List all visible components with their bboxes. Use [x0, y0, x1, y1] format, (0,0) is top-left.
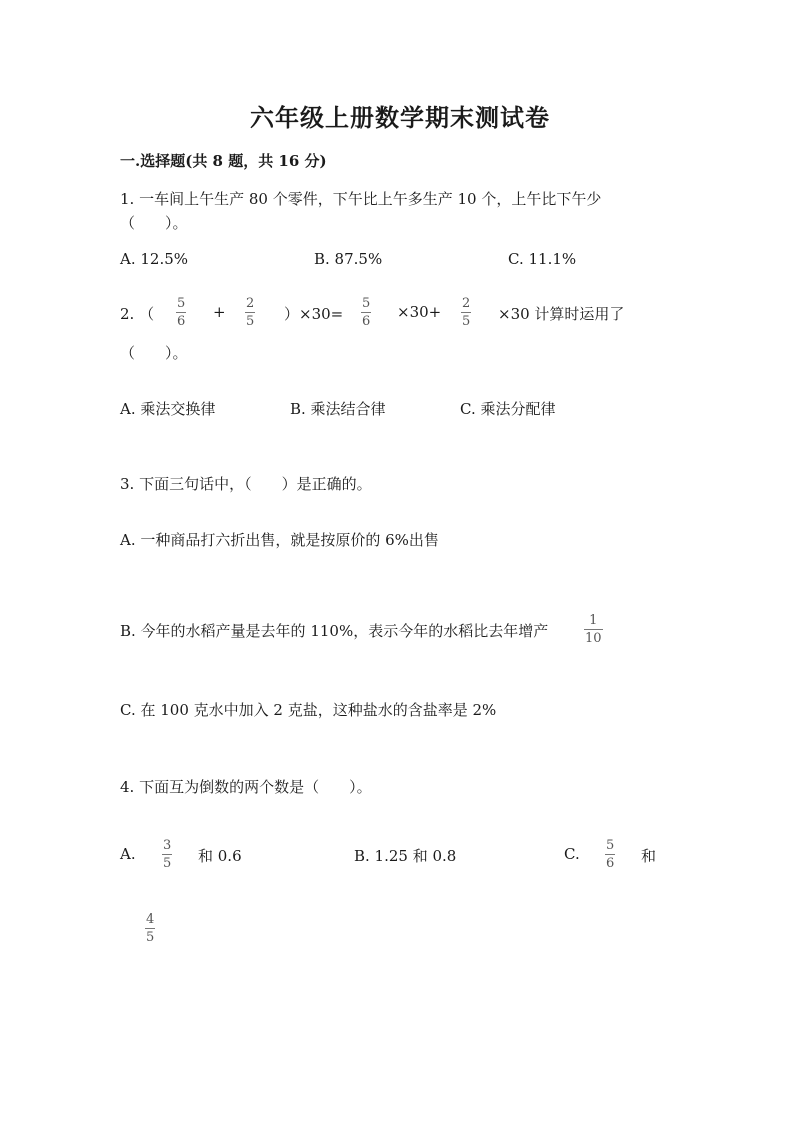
fraction	[361, 297, 371, 328]
question-2-prefix: 2. （	[120, 305, 155, 323]
question-1-stem-line2: （ ）。	[120, 214, 188, 232]
fraction-numerator: 4	[146, 912, 155, 927]
fraction-numerator: 5	[606, 838, 615, 853]
question-4-option-c-text: 和	[641, 847, 657, 865]
fraction	[461, 297, 471, 328]
fraction-numerator: 2	[462, 296, 471, 311]
question-3-option-b: B. 今年的水稻产量是去年的 110%，表示今年的水稻比去年增产	[120, 622, 549, 640]
question-2-option-a: A. 乘法交换律	[120, 400, 216, 418]
page-title: 六年级上册数学期末测试卷	[250, 103, 550, 132]
question-1-option-c: C. 11.1%	[508, 250, 577, 268]
question-2-mid1: ）×30=	[284, 305, 344, 323]
fraction	[245, 297, 255, 328]
fraction	[584, 614, 603, 645]
fraction	[145, 913, 155, 944]
fraction-numerator: 1	[589, 613, 598, 628]
fraction-denominator: 6	[606, 856, 615, 871]
question-2-suffix: ×30 计算时运用了	[498, 305, 625, 323]
question-2-stem-line2: （ ）。	[120, 344, 188, 362]
fraction-denominator: 5	[246, 314, 255, 329]
question-4-option-b: B. 1.25 和 0.8	[354, 847, 457, 865]
question-4-stem: 4. 下面互为倒数的两个数是（ ）。	[120, 778, 372, 796]
fraction-numerator: 3	[163, 838, 172, 853]
fraction-denominator: 10	[585, 631, 602, 646]
question-2-option-b: B. 乘法结合律	[290, 400, 386, 418]
question-3-option-c: C. 在 100 克水中加入 2 克盐，这种盐水的含盐率是 2%	[120, 701, 497, 719]
fraction-numerator: 5	[177, 296, 186, 311]
plus-sign: +	[213, 303, 226, 321]
fraction-denominator: 6	[177, 314, 186, 329]
question-4-option-a-text: 和 0.6	[198, 847, 242, 865]
fraction	[605, 839, 615, 870]
question-3-stem: 3. 下面三句话中，（ ）是正确的。	[120, 475, 372, 493]
fraction-denominator: 5	[146, 930, 155, 945]
fraction-denominator: 5	[462, 314, 471, 329]
fraction	[162, 839, 172, 870]
fraction	[176, 297, 186, 328]
question-3-option-a: A. 一种商品打六折出售，就是按原价的 6%出售	[120, 531, 439, 549]
question-4-option-a-label: A.	[120, 845, 136, 863]
question-1-option-b: B. 87.5%	[314, 250, 383, 268]
fraction-denominator: 5	[163, 856, 172, 871]
question-2-mid2: ×30+	[397, 303, 442, 321]
section-heading: 一.选择题(共 8 题，共 16 分)	[120, 152, 327, 170]
fraction-numerator: 2	[246, 296, 255, 311]
question-1-option-a: A. 12.5%	[120, 250, 189, 268]
question-4-option-c-label: C.	[564, 845, 580, 863]
fraction-numerator: 5	[362, 296, 371, 311]
question-1-stem: 1. 一车间上午生产 80 个零件，下午比上午多生产 10 个，上午比下午少	[120, 190, 602, 208]
question-2-option-c: C. 乘法分配律	[460, 400, 556, 418]
fraction-denominator: 6	[362, 314, 371, 329]
